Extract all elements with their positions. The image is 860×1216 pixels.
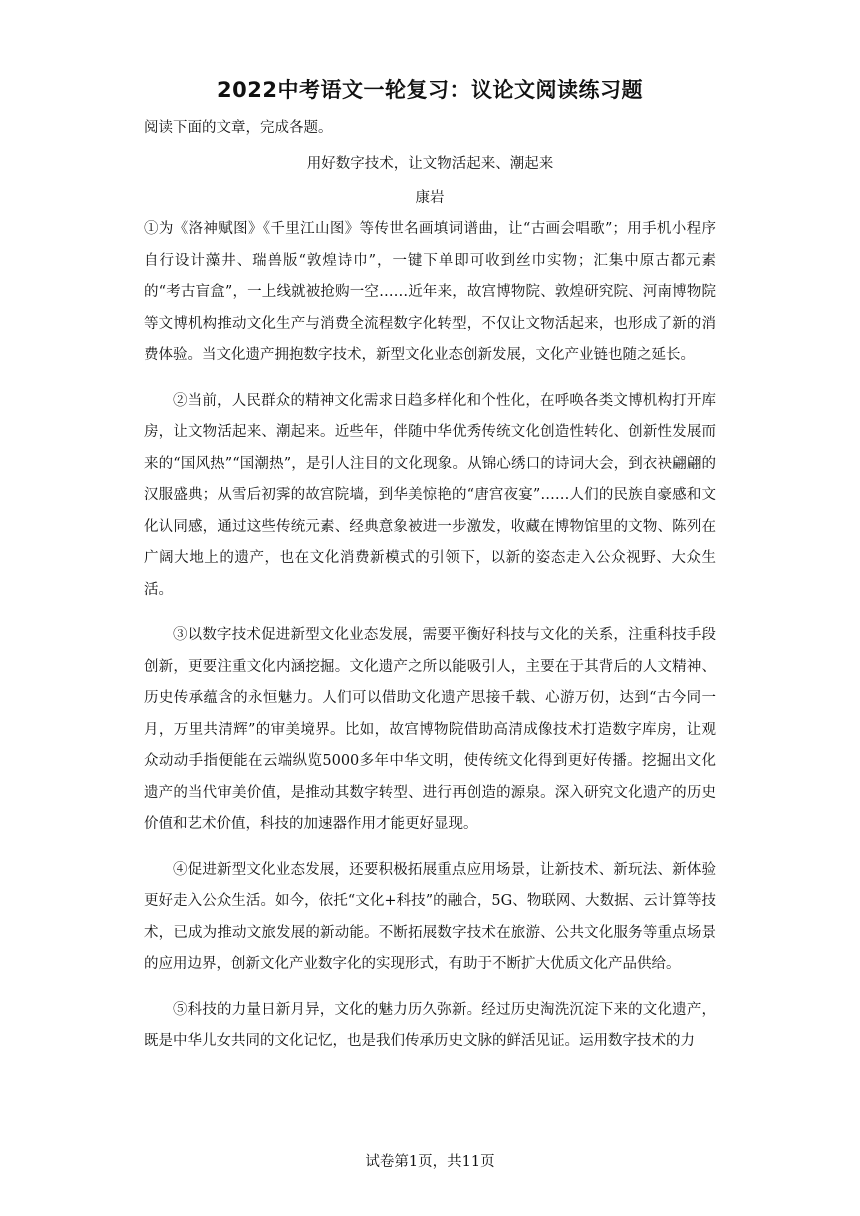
paragraph-4: ④促进新型文化业态发展，还要积极拓展重点应用场景，让新技术、新玩法、新体验更好走入公众生活。如今，依托“文化+科技”的融合，5G、物联网、大数据、云计算等技术，已成为推动文旅发展的新动能。不断拓展数字技术在旅游、公共文化服务等重点场景的应用边界，创新文化产业数字化的实现形式，有助于不断扩大优质文化产品供给。 [144, 861, 716, 972]
paragraph-2: ②当前，人民群众的精神文化需求日趋多样化和个性化，在呼唤各类文博机构打开库房，让文物活起来、潮起来。近些年，伴随中华优秀传统文化创造性转化、创新性发展而来的“国风热”“国潮热”，是引人注目的文化现象。从锦心绣口的诗词大会，到衣袂翩翩的汉服盛典；从雪后初霁的故宫院墙，到华美惊艳的“唐宫夜宴”……人们的民族自豪感和文化认同感，通过这些传统元素、经典意象被进一步激发，收藏在博物馆里的文物、陈列在广阔大地上的遗产，也在文化消费新模式的引领下，以新的姿态走入公众视野、大众生活。 [144, 392, 716, 598]
document-title: 2022中考语文一轮复习：议论文阅读练习题 [217, 78, 643, 102]
paragraph-3: ③以数字技术促进新型文化业态发展，需要平衡好科技与文化的关系，注重科技手段创新，更要注重文化内涵挖掘。文化遗产之所以能吸引人，主要在于其背后的人文精神、历史传承蕴含的永恒魅力。人们可以借助文化遗产思接千载、心游万仞，达到“古今同一月，万里共清辉”的审美境界。比如，故宫博物院借助高清成像技术打造数字库房，让观众动动手指便能在云端纵览5000多年中华文明，使传统文化得到更好传播。挖掘出文化遗产的当代审美价值，是推动其数字转型、进行再创造的源泉。深入研究文化遗产的历史价值和艺术价值，科技的加速器作用才能更好显现。 [144, 627, 716, 832]
page-footer: 试卷第1页，共11页 [365, 1154, 495, 1170]
article-author: 康岩 [415, 190, 445, 206]
paragraph-5: ⑤科技的力量日新月异，文化的魅力历久弥新。经过历史淘洗沉淀下来的文化遗产，既是中华儿女共同的文化记忆，也是我们传承历史文脉的鲜活见证。运用数字技术的力 [144, 1001, 716, 1049]
paragraph-1: ①为《洛神赋图》《千里江山图》等传世名画填词谱曲，让“古画会唱歌”；用手机小程序自行设计藻井、瑞兽版“敦煌诗巾”，一键下单即可收到丝巾实物；汇集中原古都元素的“考古盲盒”，一上线就被抢购一空……近年来，故宫博物院、敦煌研究院、河南博物院等文博机构推动文化生产与消费全流程数字化转型，不仅让文物活起来，也形成了新的消费体验。当文化遗产拥抱数字技术，新型文化业态创新发展，文化产业链也随之延长。 [144, 221, 716, 363]
article-title: 用好数字技术，让文物活起来、潮起来 [306, 156, 554, 172]
article-body [144, 214, 716, 1072]
instruction-text: 阅读下面的文章，完成各题。 [144, 120, 333, 136]
